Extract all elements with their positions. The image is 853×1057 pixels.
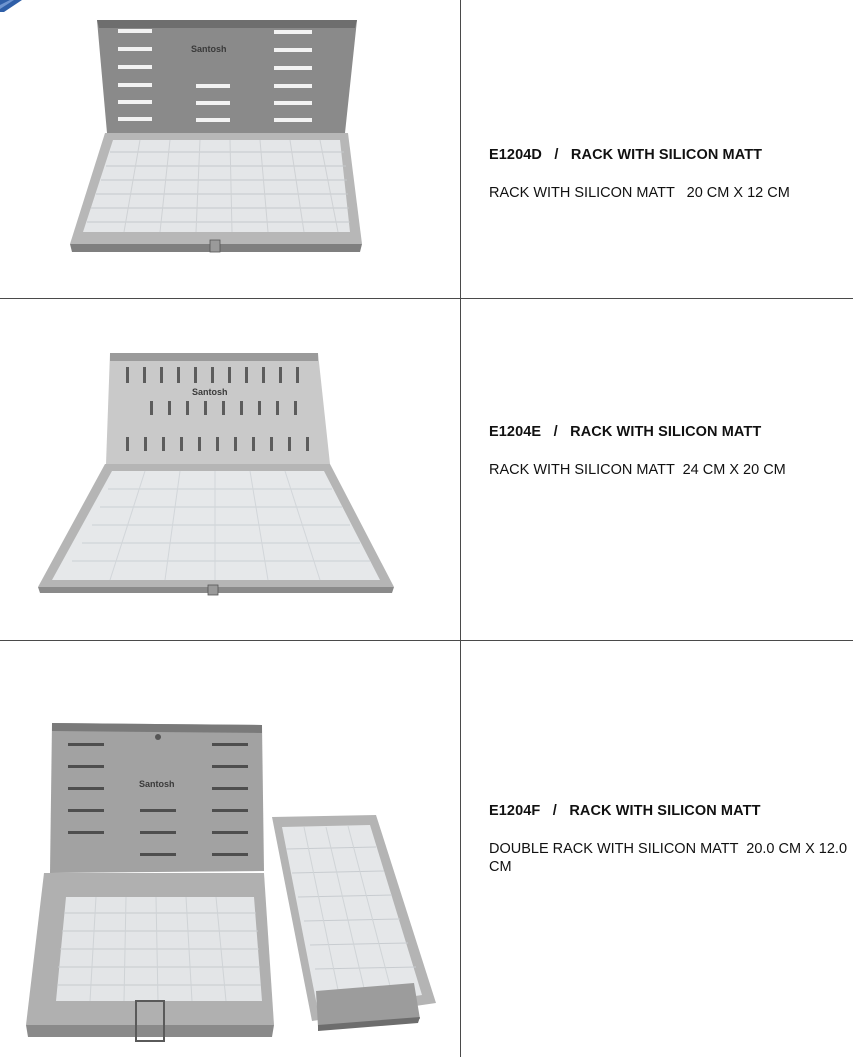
- product-description-cell: [461, 0, 853, 298]
- product-description: RACK WITH SILICON MATT 24 CM X 20 CM: [489, 462, 786, 478]
- product-image-double-rack-e1204f: [0, 641, 460, 1057]
- product-title: [489, 424, 761, 440]
- product-row-e1204f: [0, 641, 853, 1057]
- product-name: RACK WITH SILICON MATT: [570, 424, 762, 440]
- brand-mark: Santosh: [192, 387, 228, 397]
- product-name: RACK WITH SILICON MATT: [569, 803, 761, 819]
- product-description: RACK WITH SILICON MATT 20 CM X 12 CM: [489, 185, 790, 201]
- product-code: E1204D: [489, 147, 542, 163]
- product-image-cell: [0, 299, 460, 640]
- brand-mark: Santosh: [139, 779, 175, 789]
- product-code: E1204F: [489, 803, 541, 819]
- title-separator: /: [553, 424, 558, 440]
- title-separator: /: [554, 147, 559, 163]
- product-description-cell: [461, 641, 853, 1057]
- product-name: RACK WITH SILICON MATT: [570, 147, 763, 163]
- product-image-cell: [0, 0, 460, 298]
- product-image-rack-e1204e: [0, 299, 460, 640]
- product-code: E1204E: [489, 424, 542, 440]
- product-title: [489, 803, 761, 819]
- product-title: [489, 147, 762, 163]
- product-description-cell: [461, 299, 853, 640]
- product-image-cell: [0, 641, 460, 1057]
- product-row-e1204e: [0, 299, 853, 640]
- brand-mark: Santosh: [191, 44, 227, 54]
- title-separator: /: [552, 803, 557, 819]
- product-image-rack-e1204d: [0, 0, 460, 298]
- product-description: DOUBLE RACK WITH SILICON MATT 20.0 CM X 12.0 CM: [489, 841, 852, 875]
- product-row-e1204d: [0, 0, 853, 298]
